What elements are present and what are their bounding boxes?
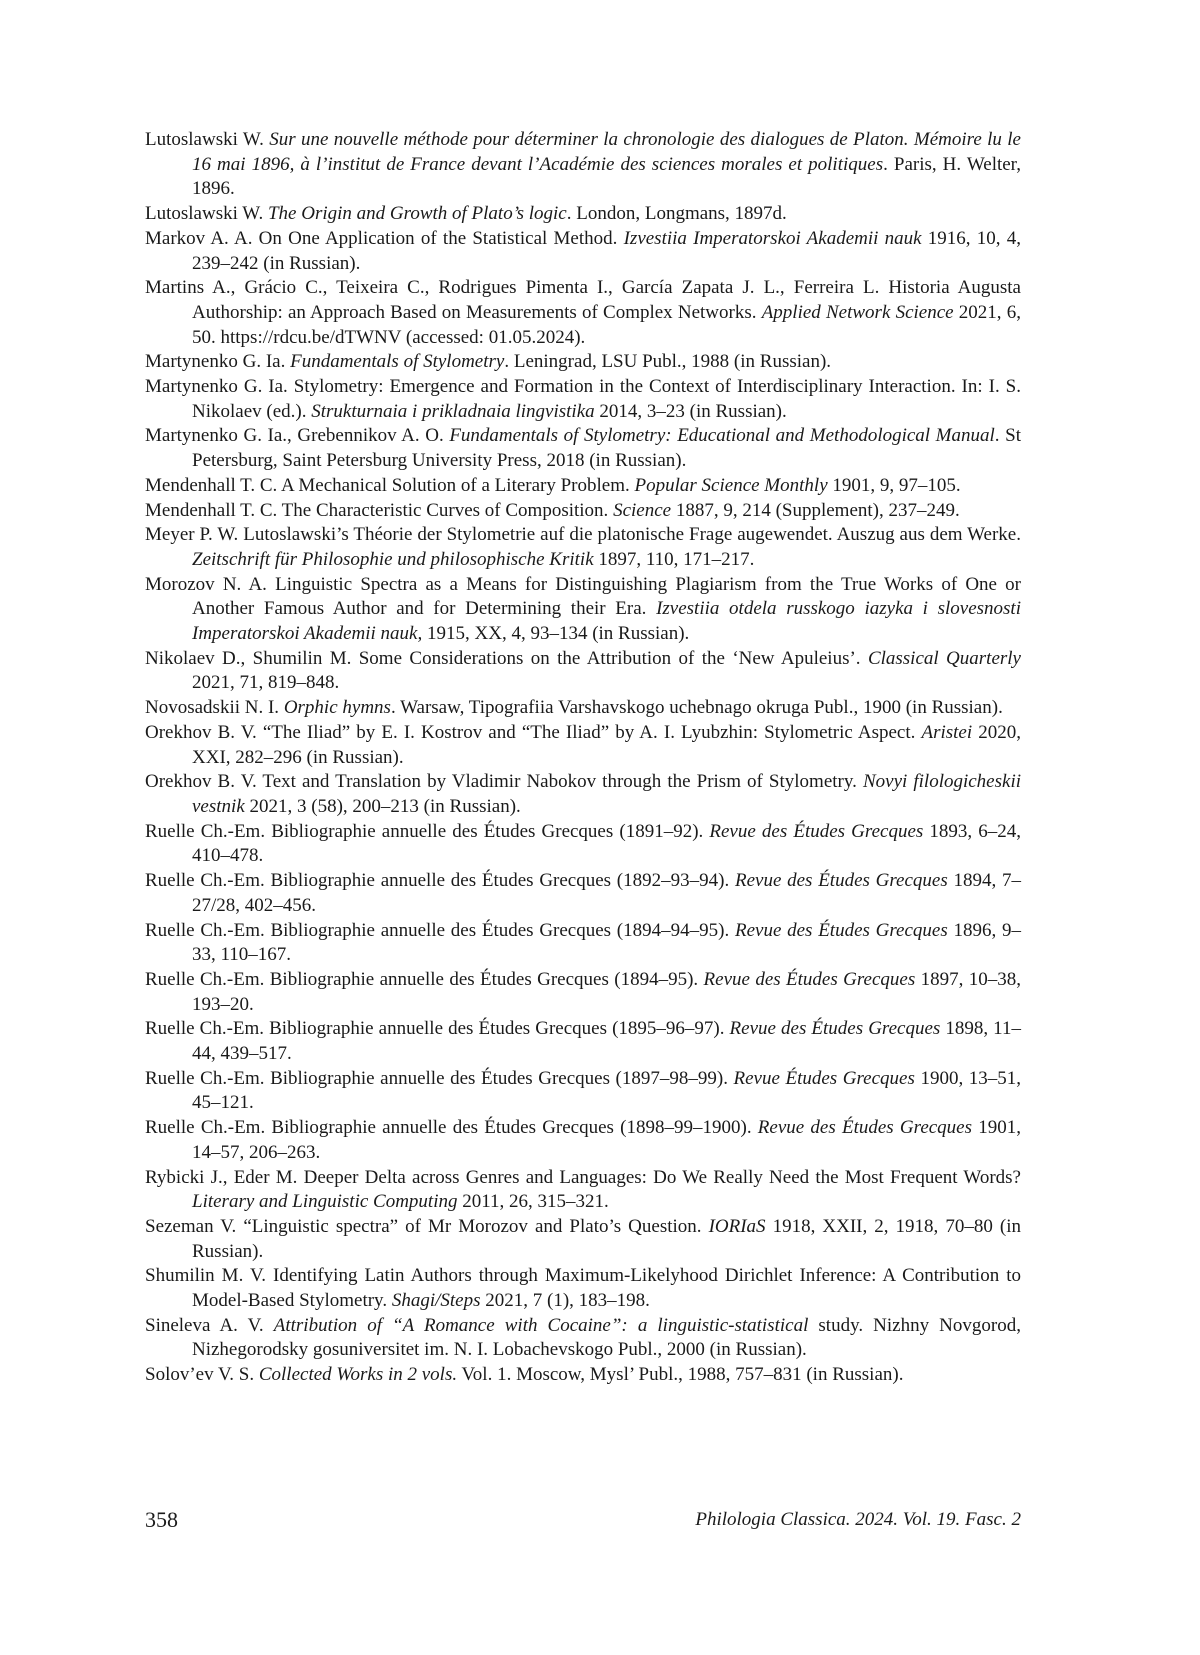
reference-entry xyxy=(145,424,1021,473)
reference-entry xyxy=(145,1363,1021,1388)
reference-text: 1918, XXII, 2, 1918, 70–80 (in Russian). xyxy=(192,1215,1021,1262)
reference-title-italic: Revue des Études Grecques xyxy=(709,820,924,842)
page-footer xyxy=(145,1507,1021,1537)
reference-entry xyxy=(145,202,1021,227)
reference-text: 1897, 110, 171–217. xyxy=(593,548,755,570)
reference-text: 1893, 6–24, 410–478. xyxy=(192,820,1021,867)
reference-text: 1901, 14–57, 206–263. xyxy=(192,1117,1021,1163)
reference-entry xyxy=(145,968,1021,1017)
reference-text: Martins A., Grácio C., Teixeira C., Rodrigues Pimenta I., García Zapata J. L., Ferreira L. Historia Augusta Authorship: an Approach Based on Measurements of Complex Networks. xyxy=(145,277,1021,323)
reference-title-italic: Fundamentals of Stylometry: Educational and Methodological Manual xyxy=(449,425,995,447)
reference-title-italic: Revue des Études Grecques xyxy=(729,1018,941,1040)
reference-title-italic: Orphic hymns xyxy=(283,697,391,719)
running-title: Philologia Classica. 2024. Vol. 19. Fasc. 2 xyxy=(695,1509,1021,1530)
reference-entry xyxy=(145,474,1021,499)
reference-entry xyxy=(145,350,1021,375)
reference-text: 1898, 11–44, 439–517. xyxy=(192,1018,1021,1065)
reference-text: 1894, 7–27/28, 402–456. xyxy=(192,870,1021,916)
reference-title-italic: Fundamentals of Stylometry xyxy=(290,351,505,373)
page-number: 358 xyxy=(145,1507,178,1532)
reference-title-italic: Sur une nouvelle méthode pour déterminer la chronologie des dialogues de Platon. Mémoire lu le 16 mai 1896, à l’institut de France devant l’Académie des sciences morales et politiques xyxy=(192,129,1021,175)
reference-text: 1916, 10, 4, 239–242 (in Russian). xyxy=(192,227,1021,274)
reference-text: Nikolaev D., Shumilin M. Some Considerations on the Attribution of the ‘New Apuleius’. xyxy=(145,647,868,669)
reference-text: 2020, XXI, 282–296 (in Russian). xyxy=(192,721,1022,768)
reference-text: Sineleva A. V. xyxy=(145,1314,274,1336)
reference-text: 2014, 3–23 (in Russian). xyxy=(594,400,787,422)
reference-text: Martynenko G. Ia. Stylometry: Emergence and Formation in the Context of Interdisciplinary Interaction. In: I. S. Nikolaev (ed.). xyxy=(145,376,1021,422)
reference-text: . Paris, H. Welter, 1896. xyxy=(192,153,1022,200)
reference-text: 2011, 26, 315–321. xyxy=(457,1191,609,1213)
reference-entry xyxy=(145,1166,1021,1215)
reference-text: . St Petersburg, Saint Petersburg University Press, 2018 (in Russian). xyxy=(192,425,1021,472)
reference-entry xyxy=(145,1116,1021,1165)
reference-text: Solov’ev V. S. xyxy=(145,1364,259,1386)
reference-title-italic: Aristei xyxy=(921,721,973,743)
reference-text: Ruelle Ch.-Em. Bibliographie annuelle des Études Grecques (1892–93–94). xyxy=(145,870,735,892)
reference-title-italic: Collected Works in 2 vols. xyxy=(258,1364,458,1386)
reference-text: Ruelle Ch.-Em. Bibliographie annuelle des Études Grecques (1891–92). xyxy=(145,820,710,842)
reference-entry xyxy=(145,375,1021,424)
reference-title-italic: Shagi/Steps xyxy=(391,1290,481,1312)
reference-title-italic: Novyi filologicheskii vestnik xyxy=(192,771,1021,817)
reference-title-italic: Izvestiia otdela russkogo iazyka i slovesnosti Imperatorskoi Akademii nauk, xyxy=(192,598,1021,645)
reference-text: Ruelle Ch.-Em. Bibliographie annuelle des Études Grecques (1897–98–99). xyxy=(145,1067,734,1089)
reference-title-italic: Revue des Études Grecques xyxy=(734,919,948,941)
reference-entry xyxy=(145,647,1021,696)
reference-text: Martynenko G. Ia. xyxy=(145,351,291,373)
reference-text: Mendenhall T. C. The Characteristic Curves of Composition. xyxy=(145,499,614,521)
reference-title-italic: Popular Science Monthly xyxy=(634,474,828,496)
reference-text: 1915, XX, 4, 93–134 (in Russian). xyxy=(422,623,690,645)
reference-entry xyxy=(145,1264,1021,1313)
reference-title-italic: Classical Quarterly xyxy=(867,647,1021,669)
reference-title-italic: Attribution of “A Romance with Cocaine”: a linguistic-statistical xyxy=(273,1314,809,1336)
reference-text: 2021, 71, 819–848. xyxy=(192,672,340,694)
reference-text: . Leningrad, LSU Publ., 1988 (in Russian). xyxy=(504,351,832,373)
reference-text: 1897, 10–38, 193–20. xyxy=(192,968,1021,1015)
reference-text: 2021, 3 (58), 200–213 (in Russian). xyxy=(244,795,521,817)
reference-title-italic: Applied Network Science xyxy=(761,301,954,323)
reference-text: Ruelle Ch.-Em. Bibliographie annuelle des Études Grecques (1895–96–97). xyxy=(145,1018,730,1040)
reference-text: 1900, 13–51, 45–121. xyxy=(192,1067,1021,1114)
reference-text: 1887, 9, 214 (Supplement), 237–249. xyxy=(671,499,960,521)
reference-text: Martynenko G. Ia., Grebennikov A. O. xyxy=(145,425,450,447)
reference-text: 2021, 6, 50. https://rdcu.be/dTWNV (accessed: 01.05.2024). xyxy=(192,301,1021,348)
reference-text: Ruelle Ch.-Em. Bibliographie annuelle des Études Grecques (1894–95). xyxy=(145,968,704,990)
reference-entry xyxy=(145,573,1021,647)
reference-text: Lutoslawski W. xyxy=(145,129,270,150)
reference-entry xyxy=(145,1017,1021,1066)
reference-title-italic: Revue des Études Grecques xyxy=(757,1117,973,1139)
reference-text: 1896, 9–33, 110–167. xyxy=(192,919,1021,966)
reference-title-italic: Revue Études Grecques xyxy=(733,1067,915,1089)
reference-entry xyxy=(145,1215,1021,1264)
reference-text: Orekhov B. V. “The Iliad” by E. I. Kostrov and “The Iliad” by A. I. Lyubzhin: Stylometric Aspect. xyxy=(145,721,922,743)
reference-title-italic: Literary and Linguistic Computing xyxy=(192,1191,458,1213)
reference-title-italic: The Origin and Growth of Plato’s logic xyxy=(267,203,567,225)
reference-text: Novosadskii N. I. xyxy=(145,697,284,719)
reference-entry xyxy=(145,276,1021,350)
reference-entry xyxy=(145,721,1021,770)
reference-entry xyxy=(145,770,1021,819)
reference-text: Lutoslawski W. xyxy=(145,203,268,225)
reference-entry xyxy=(145,869,1021,918)
reference-text: 1901, 9, 97–105. xyxy=(827,474,961,496)
reference-entry xyxy=(145,696,1021,721)
reference-text: Markov A. A. On One Application of the Statistical Method. xyxy=(145,227,624,249)
reference-title-italic: Science xyxy=(613,499,672,521)
reference-entry xyxy=(145,1314,1021,1363)
reference-text: Ruelle Ch.-Em. Bibliographie annuelle des Études Grecques (1898–99–1900). xyxy=(145,1117,758,1139)
reference-text: 2021, 7 (1), 183–198. xyxy=(480,1290,650,1312)
reference-entry xyxy=(145,523,1021,572)
reference-text: Rybicki J., Eder M. Deeper Delta across Genres and Languages: Do We Really Need the Most Frequent Words? xyxy=(145,1166,1021,1188)
reference-text: study. Nizhny Novgorod, Nizhegorodsky gosuniversitet im. N. I. Lobachevskogo Publ., 2000 (in Russian). xyxy=(192,1314,1021,1361)
reference-title-italic: Strukturnaia i prikladnaia lingvistika xyxy=(311,400,595,422)
reference-entry xyxy=(145,919,1021,968)
reference-text: Ruelle Ch.-Em. Bibliographie annuelle des Études Grecques (1894–94–95). xyxy=(145,919,735,941)
reference-text: Morozov N. A. Linguistic Spectra as a Means for Distinguishing Plagiarism from the True Works of One or Another Famous Author and for Determining their Era. xyxy=(145,573,1021,620)
reference-entry xyxy=(145,227,1021,276)
reference-text: Sezeman V. “Linguistic spectra” of Mr Morozov and Plato’s Question. xyxy=(145,1215,709,1237)
reference-entry xyxy=(145,499,1021,524)
reference-text: Vol. 1. Moscow, Mysl’ Publ., 1988, 757–831 (in Russian). xyxy=(457,1364,904,1386)
reference-text: Shumilin M. V. Identifying Latin Authors through Maximum-Likelyhood Dirichlet Inference: A Contribution to Model-Based Stylometry. xyxy=(145,1265,1021,1312)
reference-title-italic: Revue des Études Grecques xyxy=(703,968,916,990)
reference-text: Orekhov B. V. Text and Translation by Vladimir Nabokov through the Prism of Stylometry. xyxy=(145,771,863,793)
reference-title-italic: IORIaS xyxy=(708,1215,766,1237)
reference-title-italic: Revue des Études Grecques xyxy=(734,870,948,892)
reference-text: . London, Longmans, 1897d. xyxy=(566,203,787,225)
reference-title-italic: Izvestiia Imperatorskoi Akademii nauk xyxy=(623,227,922,249)
reference-entry xyxy=(145,820,1021,869)
reference-text: Mendenhall T. C. A Mechanical Solution of a Literary Problem. xyxy=(145,474,635,496)
reference-title-italic: Zeitschrift für Philosophie und philosophische Kritik xyxy=(192,548,594,570)
reference-entry xyxy=(145,1067,1021,1116)
reference-entry xyxy=(145,128,1021,202)
reference-list xyxy=(145,128,1021,1388)
reference-text: Meyer P. W. Lutoslawski’s Théorie der Stylometrie auf die platonische Frage augewendet. Auszug aus dem Werke. xyxy=(145,524,1021,546)
reference-text: . Warsaw, Tipografiia Varshavskogo uchebnago okruga Publ., 1900 (in Russian). xyxy=(390,697,1003,719)
